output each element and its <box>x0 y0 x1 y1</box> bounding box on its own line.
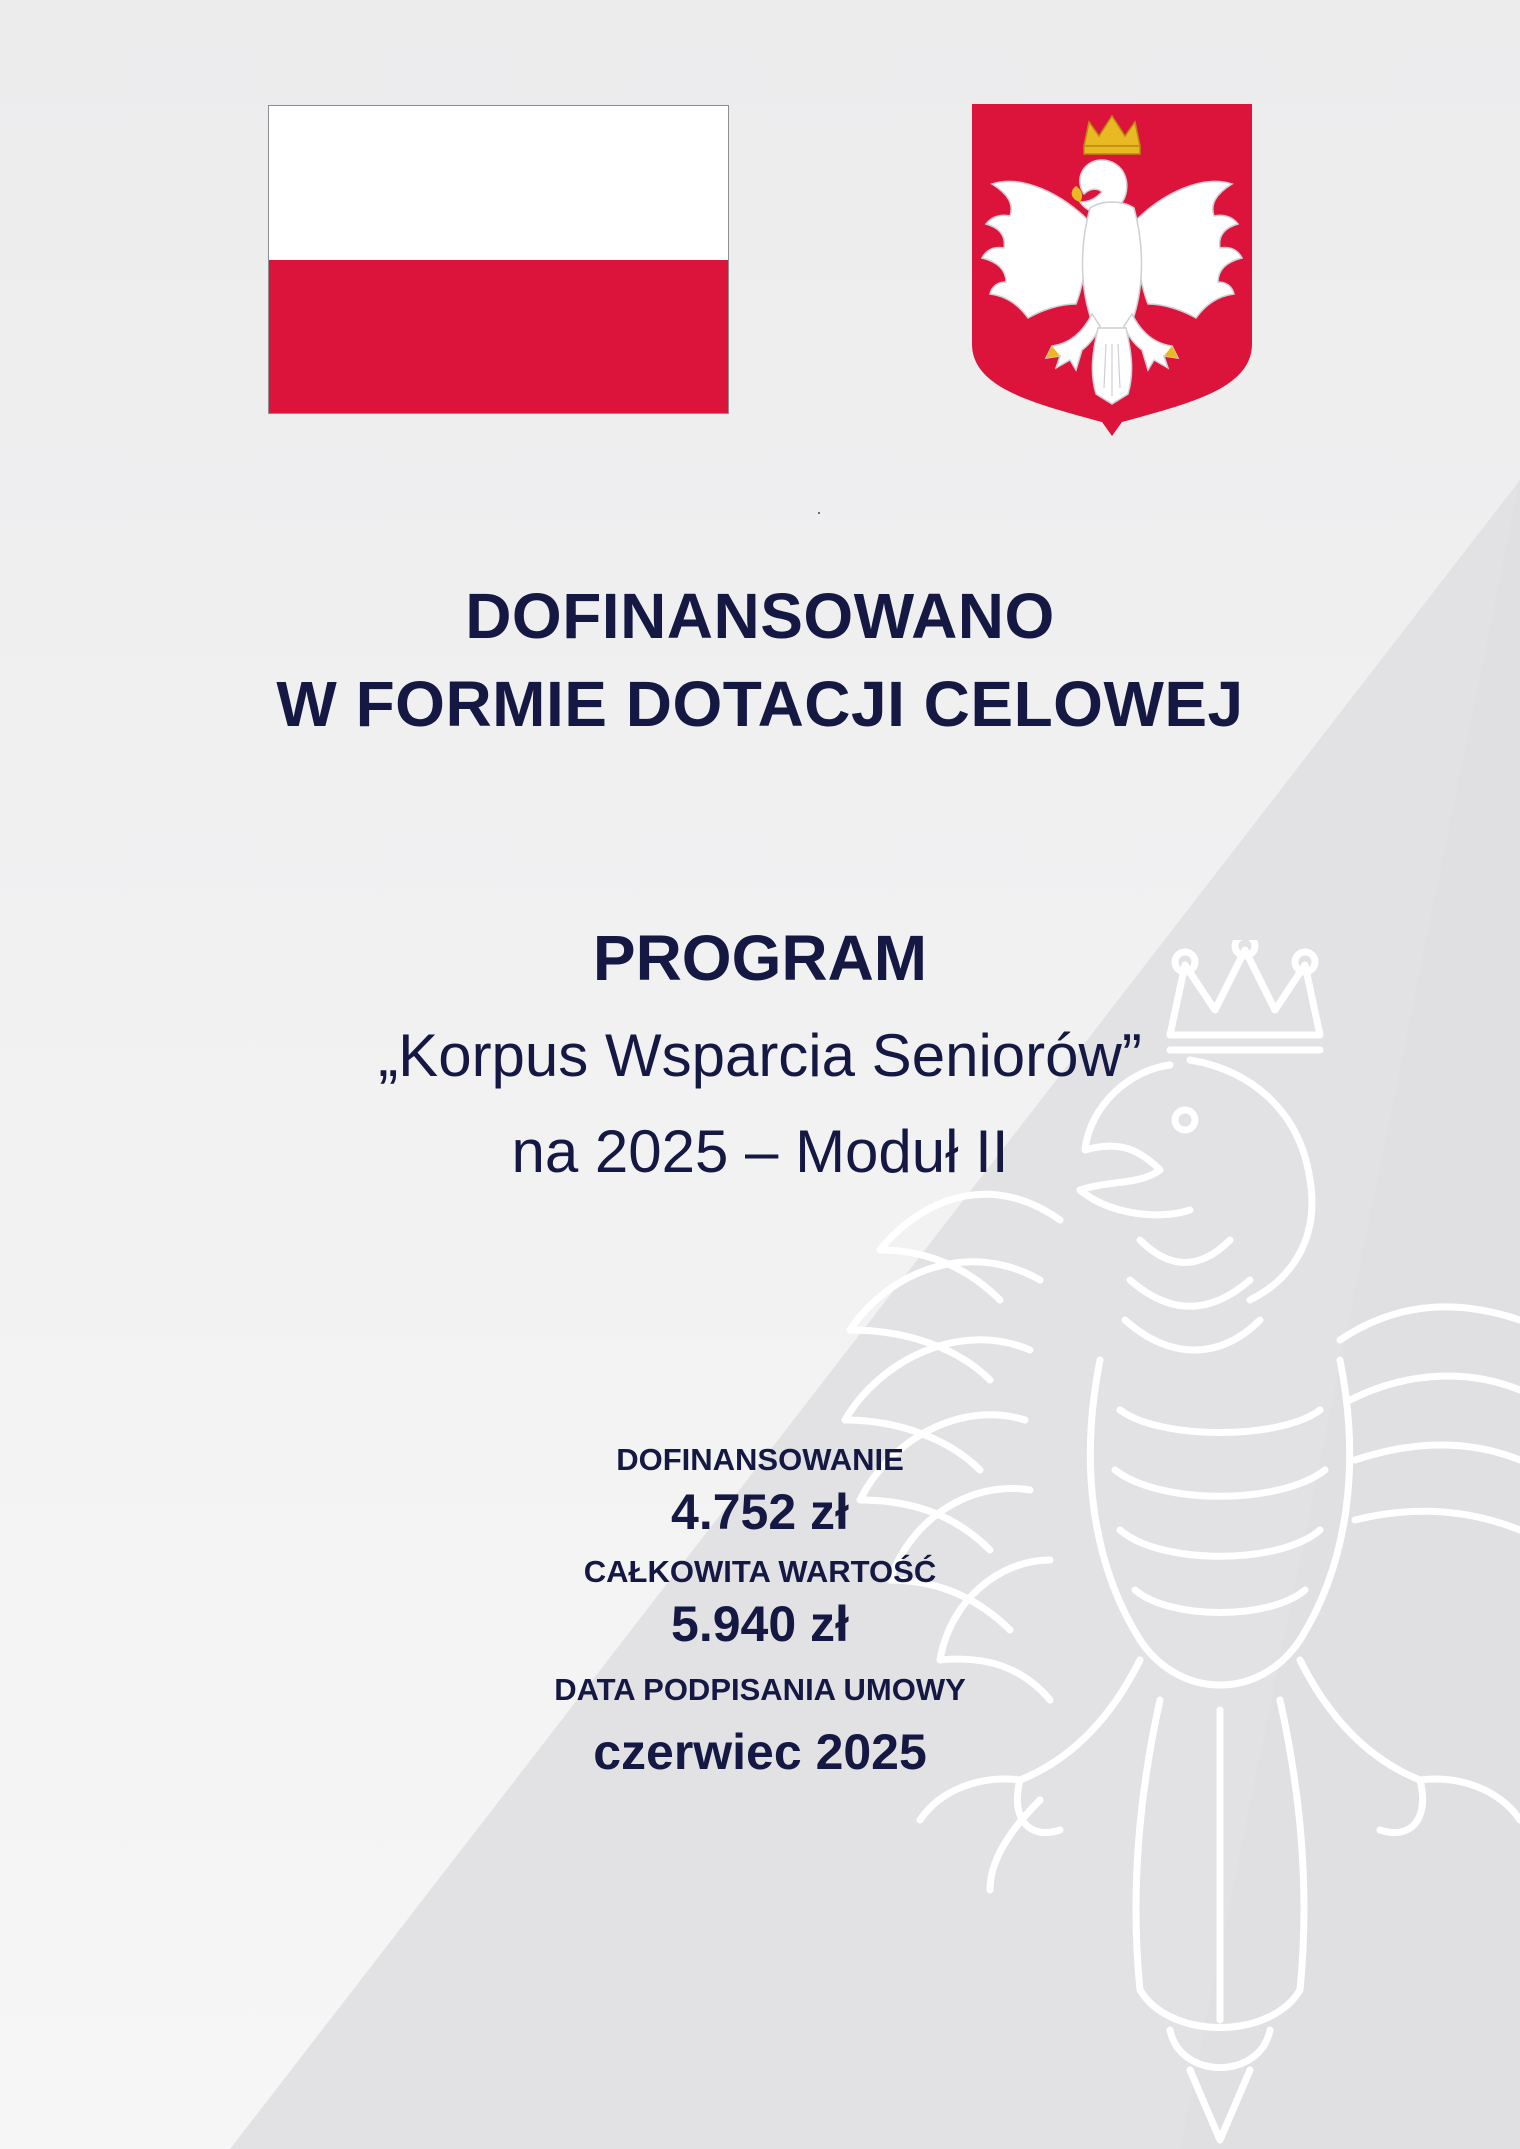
headline-line-2: W FORMIE DOTACJI CELOWEJ <box>276 668 1244 740</box>
headline <box>0 572 1520 748</box>
program-name-line-2: na 2025 – Moduł II <box>511 1118 1009 1185</box>
total-value-amount: 5.940 zł <box>671 1596 849 1652</box>
total-value-label: CAŁKOWITA WARTOŚĆ <box>583 1554 937 1589</box>
funding-label: DOFINANSOWANIE <box>616 1442 904 1477</box>
signing-date-value: czerwiec 2025 <box>593 1724 927 1780</box>
flag-white-stripe <box>269 106 728 260</box>
headline-line-1: DOFINANSOWANO <box>465 580 1055 652</box>
program-name <box>0 1008 1520 1200</box>
polish-flag-icon <box>268 105 729 414</box>
program-name-line-1: „Korpus Wsparcia Seniorów” <box>378 1022 1142 1089</box>
decorative-dot <box>818 512 820 514</box>
program-label: PROGRAM <box>592 922 928 994</box>
signing-date-label: DATA PODPISANIA UMOWY <box>554 1672 966 1707</box>
funding-value: 4.752 zł <box>671 1484 849 1540</box>
funding-info-block <box>0 1440 1520 1784</box>
polish-eagle-emblem-icon <box>972 104 1252 436</box>
flag-red-stripe <box>269 260 728 414</box>
